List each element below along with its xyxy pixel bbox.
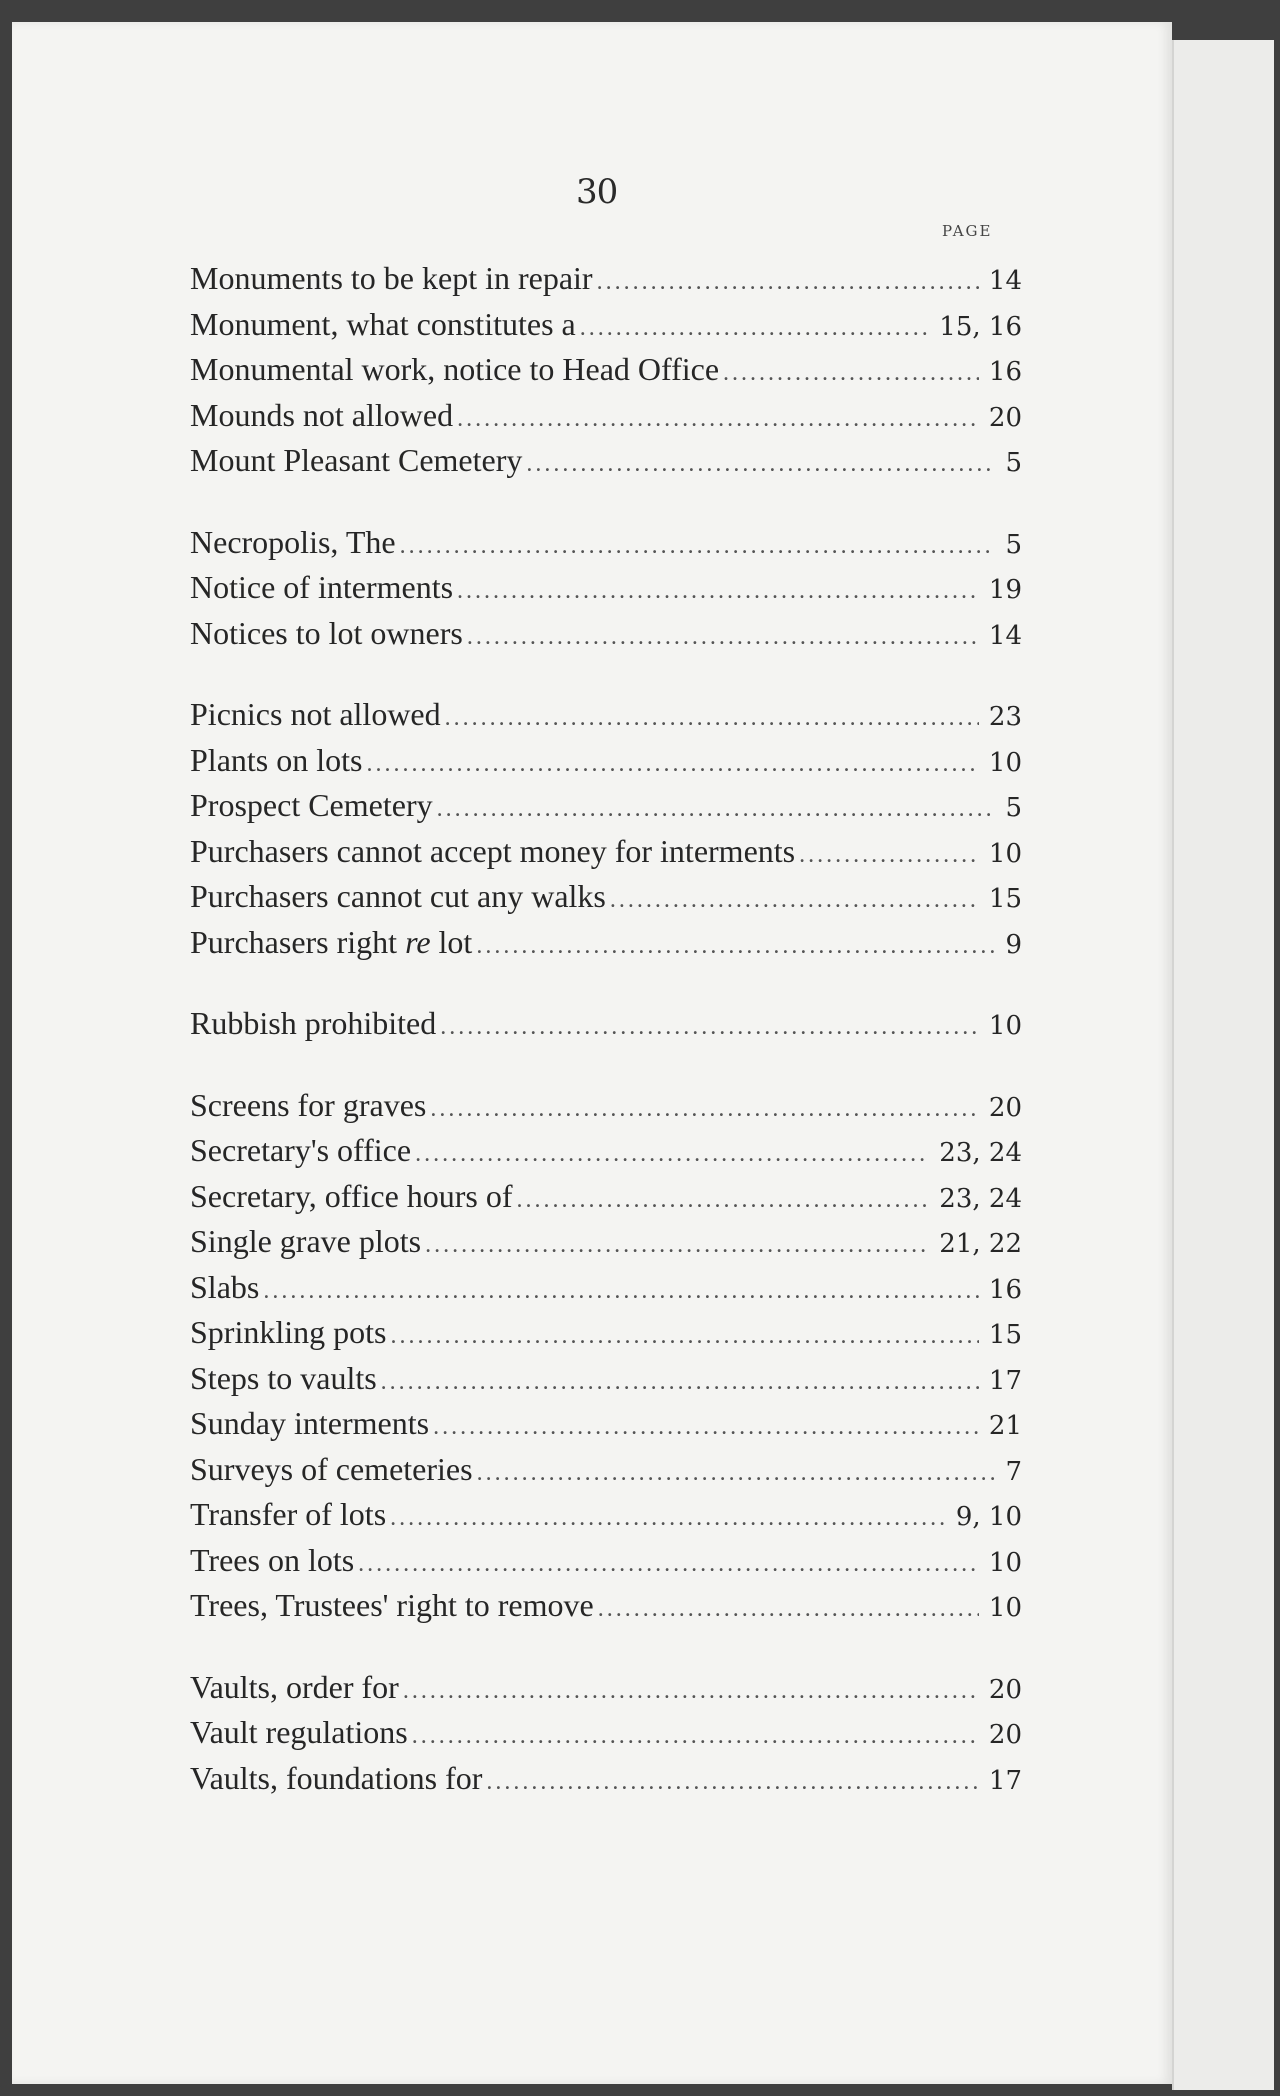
entry-text [190,1447,473,1493]
index-section [190,1001,1022,1047]
entry-page-number: 5 [1005,448,1022,478]
index-section [190,256,1022,484]
entry-label: Transfer of lots [190,1496,387,1532]
entry-text [190,738,362,784]
entry-label: Picnics not allowed [190,696,441,732]
index-section [190,520,1022,657]
index-entry [190,1401,1022,1447]
dot-leader [467,615,979,661]
entry-page-number: 14 [988,266,1022,296]
dot-leader [580,306,930,352]
index-entry [190,1447,1022,1493]
dot-leader [412,1714,979,1760]
entry-label: Slabs [190,1268,260,1305]
index-entry [190,1583,1022,1629]
entry-page-number: 17 [988,1765,1022,1796]
entry-label: Surveys of cemeteries [190,1450,473,1487]
index-entry [190,1710,1022,1756]
index-entry [190,393,1022,439]
entry-text [190,438,522,484]
entry-page-number: 5 [1005,793,1022,823]
page-number: 30 [576,172,618,212]
entry-text [190,920,472,966]
index-entry [190,738,1022,784]
dot-leader [400,524,996,570]
dot-leader [358,1542,979,1588]
entry-label: Notices to lot owners [190,614,463,651]
entry-page-number: 19 [988,575,1022,605]
entry-label: Monuments to be kept in repair [190,260,593,296]
dot-leader [390,1314,978,1360]
index-entry [190,874,1022,920]
dot-leader [486,1760,979,1806]
dot-leader [526,442,995,488]
index-entry [190,1756,1022,1802]
entry-text [190,1083,426,1129]
entry-label: Necropolis, The [190,523,396,560]
entry-label: Prospect Cemetery [190,787,433,823]
entry-label: Vault regulations [190,1714,408,1750]
entry-page-number: 16 [988,1274,1022,1305]
index-entry [190,1128,1022,1174]
entry-page-number: 15 [988,884,1022,914]
dot-leader [366,742,978,788]
entry-label: Rubbish prohibited [190,1005,437,1041]
entry-page-number: 21 [988,1411,1022,1441]
entry-page-number: 23 [988,702,1022,732]
entry-text [190,1128,411,1174]
dot-leader [598,1587,979,1633]
dot-leader [517,1178,930,1224]
index-entry [190,611,1022,657]
entry-page-number: 9, 10 [955,1502,1022,1532]
dot-leader [263,1269,979,1315]
entry-text [190,611,463,657]
entry-page-number: 21, 22 [939,1229,1022,1259]
entry-page-number: 23, 24 [939,1183,1022,1214]
entry-text [190,783,433,829]
entry-label: Plants on lots [190,741,363,778]
dot-leader [433,1405,979,1451]
entry-text [190,829,795,875]
entry-label: Single grave plots [190,1223,422,1259]
dot-leader [425,1223,929,1269]
entry-page-number: 20 [988,1674,1022,1705]
entry-label: Mounds not allowed [190,396,454,433]
entry-text [190,1710,408,1756]
entry-label: Screens for graves [190,1086,427,1123]
entry-label: Vaults, order for [190,1668,399,1705]
index-entry [190,1174,1022,1220]
entry-text [190,565,453,611]
entry-text [190,520,396,566]
entry-text [190,874,606,920]
entry-page-number: 10 [988,1593,1022,1623]
entry-label: Vaults, foundations for [190,1759,483,1796]
index-entry [190,829,1022,875]
dot-leader [415,1132,929,1178]
index-entry [190,1492,1022,1538]
dot-leader [597,260,979,306]
entry-label: Purchasers cannot accept money for interments [190,832,796,869]
entry-page-number: 16 [988,357,1022,387]
index-entry [190,1265,1022,1311]
entry-label: Trees on lots [190,1541,355,1578]
entry-label: Purchasers right [190,923,398,960]
entry-page-number: 20 [988,1092,1022,1123]
index-list [190,256,1022,1837]
entry-text [190,1219,421,1265]
index-entry [190,347,1022,393]
entry-text [190,347,719,393]
entry-italic-word: re [405,923,431,960]
index-entry [190,783,1022,829]
entry-text [190,1492,386,1538]
entry-text [190,1310,386,1356]
dot-leader [403,1669,979,1715]
dot-leader [440,1005,979,1051]
index-entry [190,520,1022,566]
entry-text [190,1665,399,1711]
dot-leader [381,1360,979,1406]
dot-leader [437,787,996,833]
entry-page-number: 7 [1005,1456,1022,1487]
index-entry [190,302,1022,348]
entry-text [190,1538,354,1584]
index-entry [190,920,1022,966]
entry-page-number: 23, 24 [939,1138,1022,1168]
entry-text [190,1356,377,1402]
index-entry [190,1310,1022,1356]
index-section [190,1665,1022,1802]
dot-leader [445,696,979,742]
index-entry [190,1665,1022,1711]
entry-text [190,1756,482,1802]
index-entry [190,1001,1022,1047]
entry-label-continued: lot [438,923,473,960]
entry-text [190,1174,513,1220]
entry-text [190,1265,259,1311]
entry-text [190,256,593,302]
dot-leader [390,1496,946,1542]
dot-leader [457,569,979,615]
index-entry [190,256,1022,302]
index-entry [190,565,1022,611]
index-entry [190,1356,1022,1402]
entry-text [190,393,453,439]
index-entry [190,692,1022,738]
entry-page-number: 14 [988,620,1022,651]
entry-label: Monumental work, notice to Head Office [190,351,720,387]
index-entry [190,1538,1022,1584]
entry-page-number: 15 [988,1320,1022,1350]
entry-label: Steps to vaults [190,1359,377,1396]
index-entry [190,1083,1022,1129]
entry-label: Notice of interments [190,569,454,605]
index-section [190,1083,1022,1629]
entry-page-number: 10 [988,1547,1022,1578]
index-entry [190,1219,1022,1265]
entry-label: Purchasers cannot cut any walks [190,878,606,914]
dot-leader [476,924,995,970]
entry-page-number: 20 [988,1720,1022,1750]
entry-label: Trees, Trustees' right to remove [190,1587,594,1623]
entry-label: Monument, what constitutes a [190,305,576,342]
page-column-label: PAGE [942,222,993,240]
dot-leader [610,878,979,924]
dot-leader [430,1087,979,1133]
entry-label: Mount Pleasant Cemetery [190,442,523,478]
entry-text [190,1001,436,1047]
entry-page-number: 5 [1005,529,1022,560]
dot-leader [723,351,979,397]
entry-label: Sunday interments [190,1405,430,1441]
entry-label: Secretary, office hours of [190,1177,513,1214]
index-entry [190,438,1022,484]
entry-text [190,302,576,348]
entry-page-number: 15, 16 [939,311,1022,342]
adjacent-page-edge [1172,40,1274,2090]
entry-page-number: 20 [988,402,1022,433]
dot-leader [477,1451,996,1497]
entry-page-number: 10 [988,747,1022,778]
dot-leader [799,833,979,879]
index-section [190,692,1022,965]
entry-page-number: 17 [988,1365,1022,1396]
entry-page-number: 10 [988,838,1022,869]
entry-label: Sprinkling pots [190,1314,387,1350]
entry-text [190,692,441,738]
entry-page-number: 9 [1005,929,1022,960]
entry-label: Secretary's office [190,1132,412,1168]
entry-page-number: 10 [988,1011,1022,1041]
entry-text [190,1401,429,1447]
dot-leader [457,397,979,443]
entry-text [190,1583,594,1629]
